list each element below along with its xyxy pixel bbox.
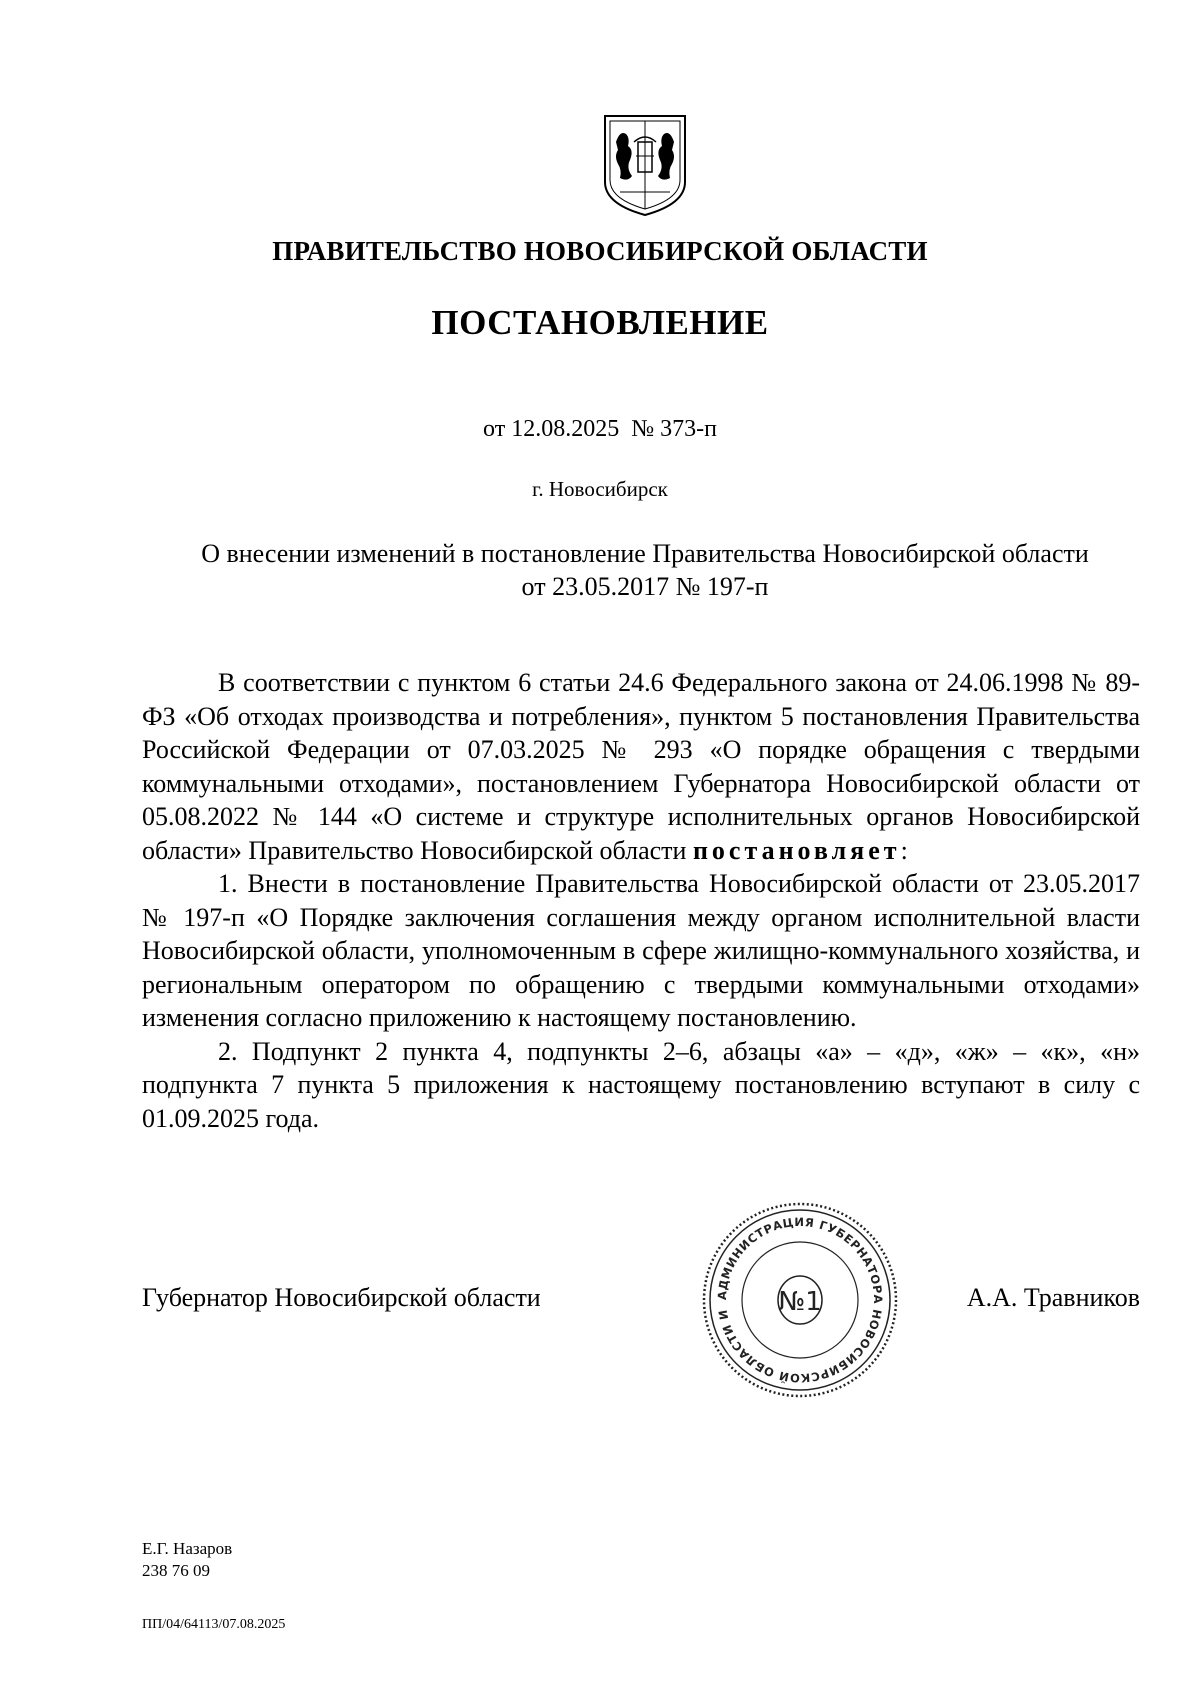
document-city: г. Новосибирск — [532, 477, 668, 501]
item-2-paragraph: 2. Подпункт 2 пункта 4, подпункты 2–6, абзацы «а» – «д», «ж» – «к», «н» подпункта 7 пункта 5 приложения к настоящему постановлению вступают в силу с 01.09.2025 года. — [142, 1036, 1140, 1133]
executor-phone: 238 76 09 — [142, 1561, 210, 1580]
document-number: № 373-п — [631, 416, 717, 442]
decides-word: постановляет — [692, 835, 901, 865]
signatory-name: А.А. Травников — [966, 1283, 1140, 1312]
signatory-position: Губернатор Новосибирской области — [142, 1283, 541, 1312]
organization-title: ПРАВИТЕЛЬСТВО НОВОСИБИРСКОЙ ОБЛАСТИ — [272, 236, 928, 266]
svg-text:№1: №1 — [778, 1287, 822, 1317]
subject-line-1: О внесении изменений в постановление Правительства Новосибирской области — [201, 539, 1089, 568]
coat-of-arms-emblem — [600, 112, 690, 218]
document-subject — [150, 537, 1140, 603]
document-date: от 12.08.2025 — [483, 416, 620, 442]
svg-text:АДМИНИСТРАЦИЯ ГУБЕРНАТОРА НОВО: АДМИНИСТРАЦИЯ ГУБЕРНАТОРА НОВОСИБИРСКОЙ ОБЛАСТИ И — [714, 1214, 886, 1386]
registration-number: ПП/04/64113/07.08.2025 — [142, 1617, 286, 1632]
preamble-paragraph — [142, 666, 1140, 867]
document-body — [142, 666, 1140, 1135]
decides-colon: : — [900, 835, 908, 865]
executor-block — [142, 1538, 232, 1582]
document-date-number — [0, 416, 1200, 443]
subject-line-2: от 23.05.2017 № 197-п — [521, 572, 769, 601]
preamble-text: В соответствии с пунктом 6 статьи 24.6 Федерального закона от 24.06.1998 № 89-ФЗ «Об отходах производства и потребления», пунктом 5 постановления Правительства Российской Федерации от 07.03.2025 № 293 «О порядке обращения с твердыми коммунальными отходами», постановлением Губернатора Новосибирской области от 05.08.2022 № 144 «О системе и структуре исполнительных органов Новосибирской области» Правительство Новосибирской области — [142, 668, 1140, 865]
item-1-paragraph: 1. Внести в постановление Правительства Новосибирской области от 23.05.2017 № 197-п «О Порядке заключения соглашения между органом исполнительной власти Новосибирской области, уполномоченным в сфере жилищно-коммунального хозяйства, и региональным оператором по обращению с твердыми коммунальными отходами» изменения согласно приложению к настоящему постановлению. — [142, 869, 1140, 1032]
document-type-heading: ПОСТАНОВЛЕНИЕ — [431, 303, 769, 342]
official-seal — [700, 1200, 900, 1400]
executor-name: Е.Г. Назаров — [142, 1539, 233, 1558]
